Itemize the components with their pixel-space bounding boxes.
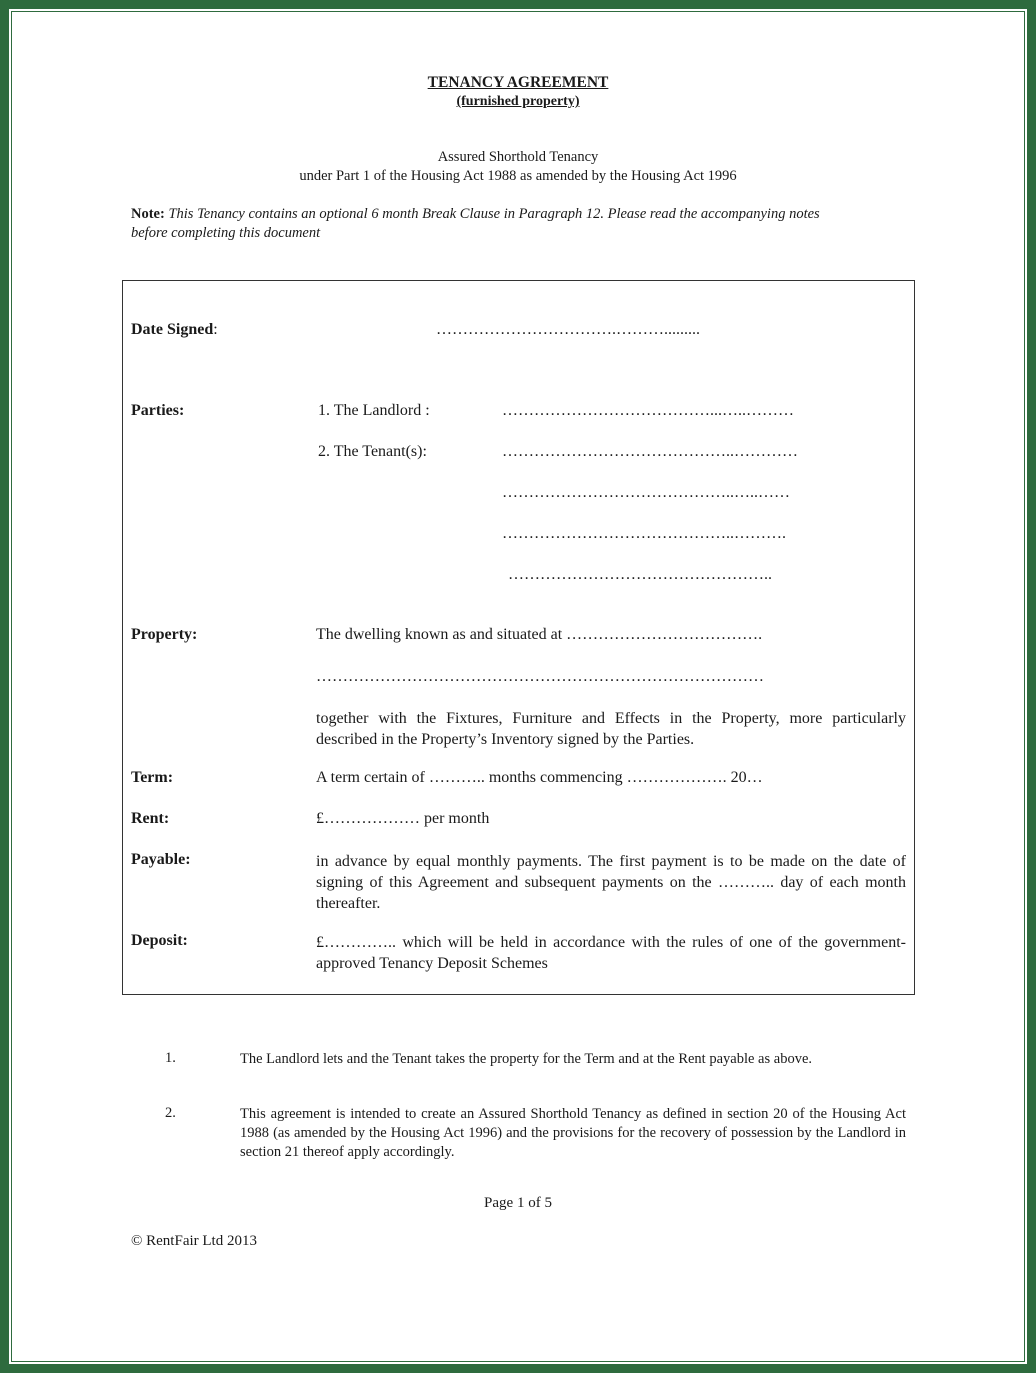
tenancy-type: Assured Shorthold Tenancy — [437, 149, 599, 165]
document-subtitle: (furnished property) — [456, 94, 580, 109]
date-signed-label: Date Signed: — [131, 321, 218, 338]
clause-number: 1. — [165, 1050, 176, 1066]
rent-text[interactable]: £……………… per month — [316, 810, 490, 827]
term-text[interactable]: A term certain of ……….. months commencing ………………. 20… — [316, 769, 763, 786]
note — [131, 205, 851, 243]
note-label: Note: — [131, 206, 165, 222]
clause-text: This agreement is intended to create an Assured Shorthold Tenancy as defined in section 20 of the Housing Act 1988 (as amended by the Housing Act 1996) and the provisions for the recovery of possession by the Landlord in section 21 thereof apply accordingly. — [240, 1106, 906, 1160]
payable-text: in advance by equal monthly payments. The first payment is to be made on the date of signing of this Agreement and subsequent payments on the ……….. day of each month thereafter. — [316, 853, 906, 912]
tenant-blank-1[interactable]: ……………………………………..………… — [502, 443, 798, 460]
property-label: Property: — [131, 626, 198, 643]
property-address-line[interactable]: The dwelling known as and situated at ………………………………. — [316, 626, 763, 643]
property-address-line-2[interactable]: ………………………………………………………………………… — [316, 668, 764, 685]
document-title: TENANCY AGREEMENT — [427, 74, 609, 91]
landlord-label: 1. The Landlord : — [318, 402, 430, 419]
tenant-blank-3[interactable]: ……………………………………..………. — [502, 525, 786, 542]
clause-number: 2. — [165, 1105, 176, 1121]
property-fixtures-text: together with the Fixtures, Furniture and Effects in the Property, more particularly described in the Property’s Inventory signed by the Parties. — [316, 710, 906, 748]
copyright: © RentFair Ltd 2013 — [131, 1233, 257, 1249]
landlord-blank[interactable]: …………………………………...…..……… — [502, 402, 794, 419]
rent-label: Rent: — [131, 810, 170, 827]
deposit-label: Deposit: — [131, 932, 188, 949]
page-number: Page 1 of 5 — [484, 1195, 552, 1211]
legal-basis: under Part 1 of the Housing Act 1988 as amended by the Housing Act 1996 — [299, 168, 737, 184]
parties-label: Parties: — [131, 402, 185, 419]
tenant-blank-4[interactable]: ………………………………………….. — [508, 566, 772, 583]
deposit-text: £………….. which will be held in accordance with the rules of one of the government-approved Tenancy Deposit Schemes — [316, 934, 906, 972]
date-signed-blank[interactable]: …………………………….………......... — [436, 321, 700, 338]
note-text: This Tenancy contains an optional 6 month Break Clause in Paragraph 12. Please read the accompanying notes before completing this document — [131, 206, 820, 241]
payable-label: Payable: — [131, 851, 191, 868]
tenant-label: 2. The Tenant(s): — [318, 443, 427, 460]
clause-text: The Landlord lets and the Tenant takes the property for the Term and at the Rent payable as above. — [240, 1051, 812, 1067]
term-label: Term: — [131, 769, 174, 786]
tenant-blank-2[interactable]: ……………………………………..…..…… — [502, 484, 790, 501]
